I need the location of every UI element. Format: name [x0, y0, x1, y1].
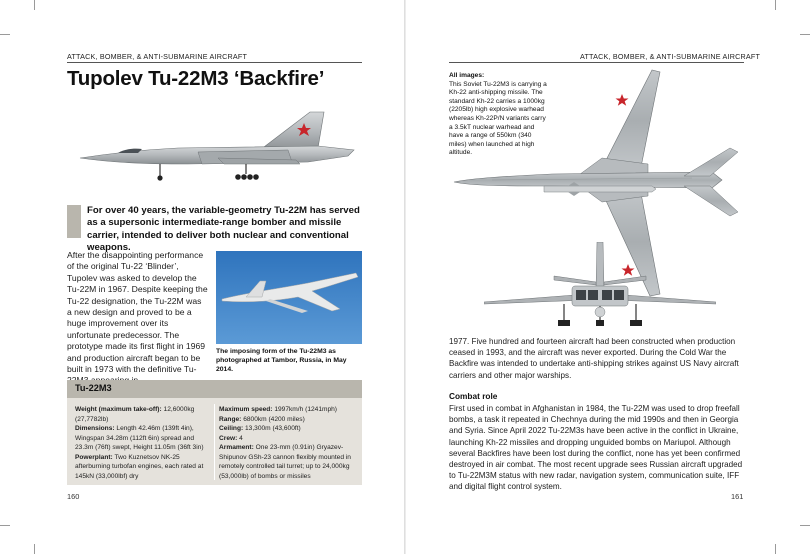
crop-mark	[775, 0, 776, 10]
spec-value: 1997km/h (1241mph)	[272, 406, 338, 413]
crop-mark	[34, 0, 35, 10]
crop-mark	[800, 34, 810, 35]
spec-box-title: Tu-22M3	[75, 383, 112, 393]
spec-label: Dimensions:	[75, 425, 115, 433]
spec-value: 6800km (4200 miles)	[241, 415, 305, 423]
spec-box	[67, 380, 362, 485]
crop-mark	[800, 525, 810, 526]
spec-column-right	[219, 405, 357, 481]
photo-caption: The imposing form of the Tu-22M3 as photographed at Tambor, Russia, in May 2014.	[216, 348, 347, 373]
spec-value: 12,6000kg (27,7782lb)	[75, 406, 195, 423]
spec-item	[75, 405, 209, 424]
crop-mark	[775, 544, 776, 554]
page-number-right: 161	[731, 492, 744, 501]
spec-label: Range:	[219, 415, 242, 423]
photo-scene	[216, 251, 362, 344]
caption-label: All images:	[449, 72, 485, 79]
tu22m3-side-profile-illustration	[78, 108, 360, 186]
spec-item	[75, 424, 209, 453]
spec-label: Ceiling:	[219, 425, 244, 433]
crop-mark	[0, 525, 10, 526]
spec-item	[219, 424, 357, 434]
page-gutter	[404, 0, 406, 554]
spec-label: Armament:	[219, 444, 254, 452]
spec-value: Two Kuznetsov NK-25 afterburning turbofan engines, each rated at 145kN (33,000lbf) dry	[75, 453, 204, 480]
tu22m3-front-view-illustration	[484, 242, 716, 330]
page-title: Tupolev Tu-22M3 ‘Backfire’	[67, 67, 325, 90]
spec-item	[219, 434, 357, 444]
spec-value: 13,300m (43,600ft)	[243, 425, 301, 433]
aircraft-photo	[216, 251, 362, 344]
intro-accent-bar	[67, 205, 81, 238]
running-head-left: ATTACK, BOMBER, & ANTI-SUBMARINE AIRCRAFT	[67, 52, 248, 61]
running-head-right: ATTACK, BOMBER, & ANTI-SUBMARINE AIRCRAFT	[580, 52, 761, 61]
spec-box-header	[67, 380, 362, 398]
spec-item	[219, 405, 357, 415]
spec-item	[75, 453, 209, 482]
caption-text: This Soviet Tu-22M3 is carrying a Kh-22 anti-shipping missile. The standard Kh-22 carries a 1000kg (2205lb) high explosive warhead whereas Kh-22P/N variants carry a 3.5kT nuclear warhead and have a range of 550km (340 miles) when launched at high altitude.	[449, 80, 547, 157]
spec-column-left	[75, 405, 209, 481]
spec-divider	[214, 404, 215, 480]
spec-item	[219, 415, 357, 425]
spec-value: 4	[237, 434, 243, 442]
section-heading-combat-role: Combat role	[449, 391, 498, 401]
body-text-combat-role: First used in combat in Afghanistan in 1984, the Tu-22M was used to drop freefall bombs, a task it repeated in Chechnya during the mid 1990s and then in Georgia and Syria. Since April 2022 Tu-22M3s have been active in the conflict in Ukraine, launching Kh-22 missiles and dropping unguided bombs on Mariupol. Although several Backfires have been lost during the conflict, none has yet been confirmed destroyed in air combat. The most recent upgrade sees Russian aircraft upgraded to Tu-22M3M status with new radar, navigation system, communication suite, IFF and digital flight control system.	[449, 404, 743, 492]
crop-mark	[0, 34, 10, 35]
header-rule-left	[67, 62, 362, 63]
spec-item	[219, 443, 357, 481]
spec-value: One 23-mm (0.91in) Gryazev-Shipunov GSh-23 cannon flexibly mounted in remotely controlled tail turret; up to 24,000kg (53,000lb) of bombs or missiles	[219, 444, 351, 480]
spec-label: Maximum speed:	[219, 406, 273, 413]
spec-label: Powerplant:	[75, 453, 113, 461]
page-number-left: 160	[67, 492, 80, 501]
body-text-left: After the disappointing performance of the original Tu-22 ‘Blinder’, Tupolev was asked to develop the Tu-22M in 1967. Despite keeping the Tu-22 designation, the Tu-22M was a new design and proved to be a huge improvement over its unfortunate predecessor. The prototype made its first flight in 1969 and production aircraft began to be built in 1973 with the definitive Tu-	[67, 250, 208, 375]
spec-label: Weight (maximum take-off):	[75, 406, 162, 413]
header-rule-right	[449, 62, 744, 63]
intro-paragraph: For over 40 years, the variable-geometry Tu-22M has served as a supersonic intermediate-range bomber and missile carrier, intended to deliver both nuclear and conventional weapons.	[87, 205, 360, 254]
body-text-right: 1977. Five hundred and fourteen aircraft had been constructed when production ceased in 1993, and the aircraft was never exported. During the Cold War the Backfire was intended to undertake anti-shipping strikes against US Navy aircraft carriers and other major warships.	[449, 337, 739, 380]
spec-label: Crew:	[219, 434, 238, 442]
spec-value: Length 42.46m (139ft 4in), Wingspan 34.28m (112ft 6in) spread and 23.3m (76ft) swept, Height 11.05m (36ft 3in)	[75, 425, 204, 452]
crop-mark	[34, 544, 35, 554]
